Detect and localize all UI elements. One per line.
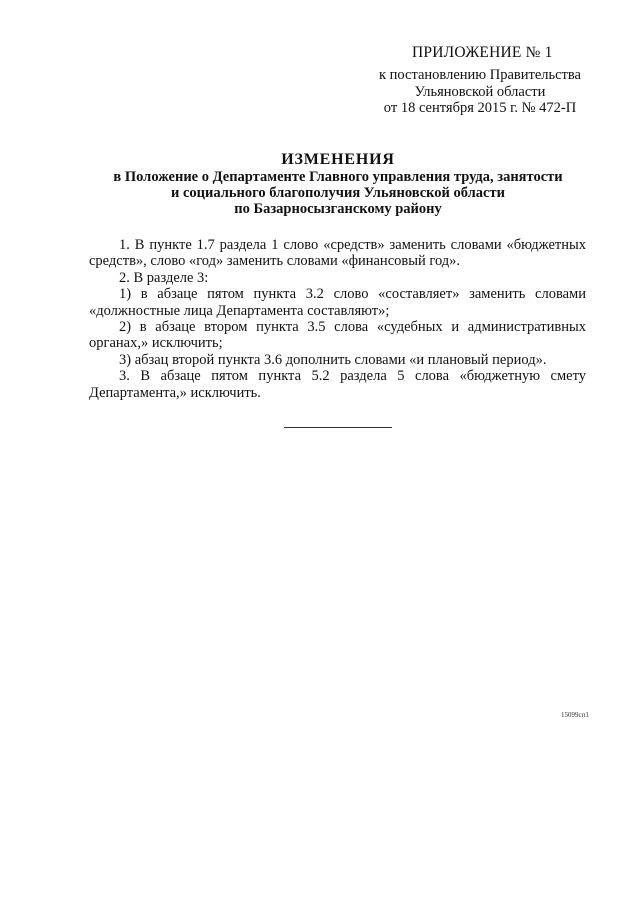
document-title xyxy=(0,152,640,217)
title-line-3: по Базарносызганскому району xyxy=(234,201,442,217)
appendix-title: ПРИЛОЖЕНИЕ № 1 xyxy=(412,44,553,61)
appendix-reference xyxy=(365,67,595,117)
paragraph-6: 3. В абзаце пятом пункта 5.2 раздела 5 слова «бюджетную смету Департамента,» исключить. xyxy=(89,368,586,401)
paragraph-1: 1. В пункте 1.7 раздела 1 слово «средств» заменить словами «бюджетных средств», слово «год» заменить словами «финансовый год». xyxy=(89,237,586,270)
appendix-ref-line-2: Ульяновской области xyxy=(414,83,546,100)
paragraph-5: 3) абзац второй пункта 3.6 дополнить словами «и плановый период». xyxy=(119,351,547,368)
paragraph-4: 2) в абзаце втором пункта 3.5 слова «судебных и административных органах,» исключить; xyxy=(89,319,586,352)
title-line-2: и социального благополучия Ульяновской области xyxy=(171,185,505,201)
footer-document-code: 15099сп1 xyxy=(561,711,589,719)
end-separator-line xyxy=(284,427,392,428)
title-line-1: в Положение о Департаменте Главного управления труда, занятости xyxy=(113,169,563,185)
title-main: ИЗМЕНЕНИЯ xyxy=(281,151,395,168)
document-body xyxy=(89,237,586,401)
paragraph-2: 2. В разделе 3: xyxy=(119,269,209,286)
appendix-ref-line-3: от 18 сентября 2015 г. № 472-П xyxy=(383,100,577,116)
appendix-ref-line-1: к постановлению Правительства xyxy=(379,67,581,83)
paragraph-3: 1) в абзаце пятом пункта 3.2 слово «составляет» заменить словами «должностные лица Департамента составляют»; xyxy=(89,286,586,319)
